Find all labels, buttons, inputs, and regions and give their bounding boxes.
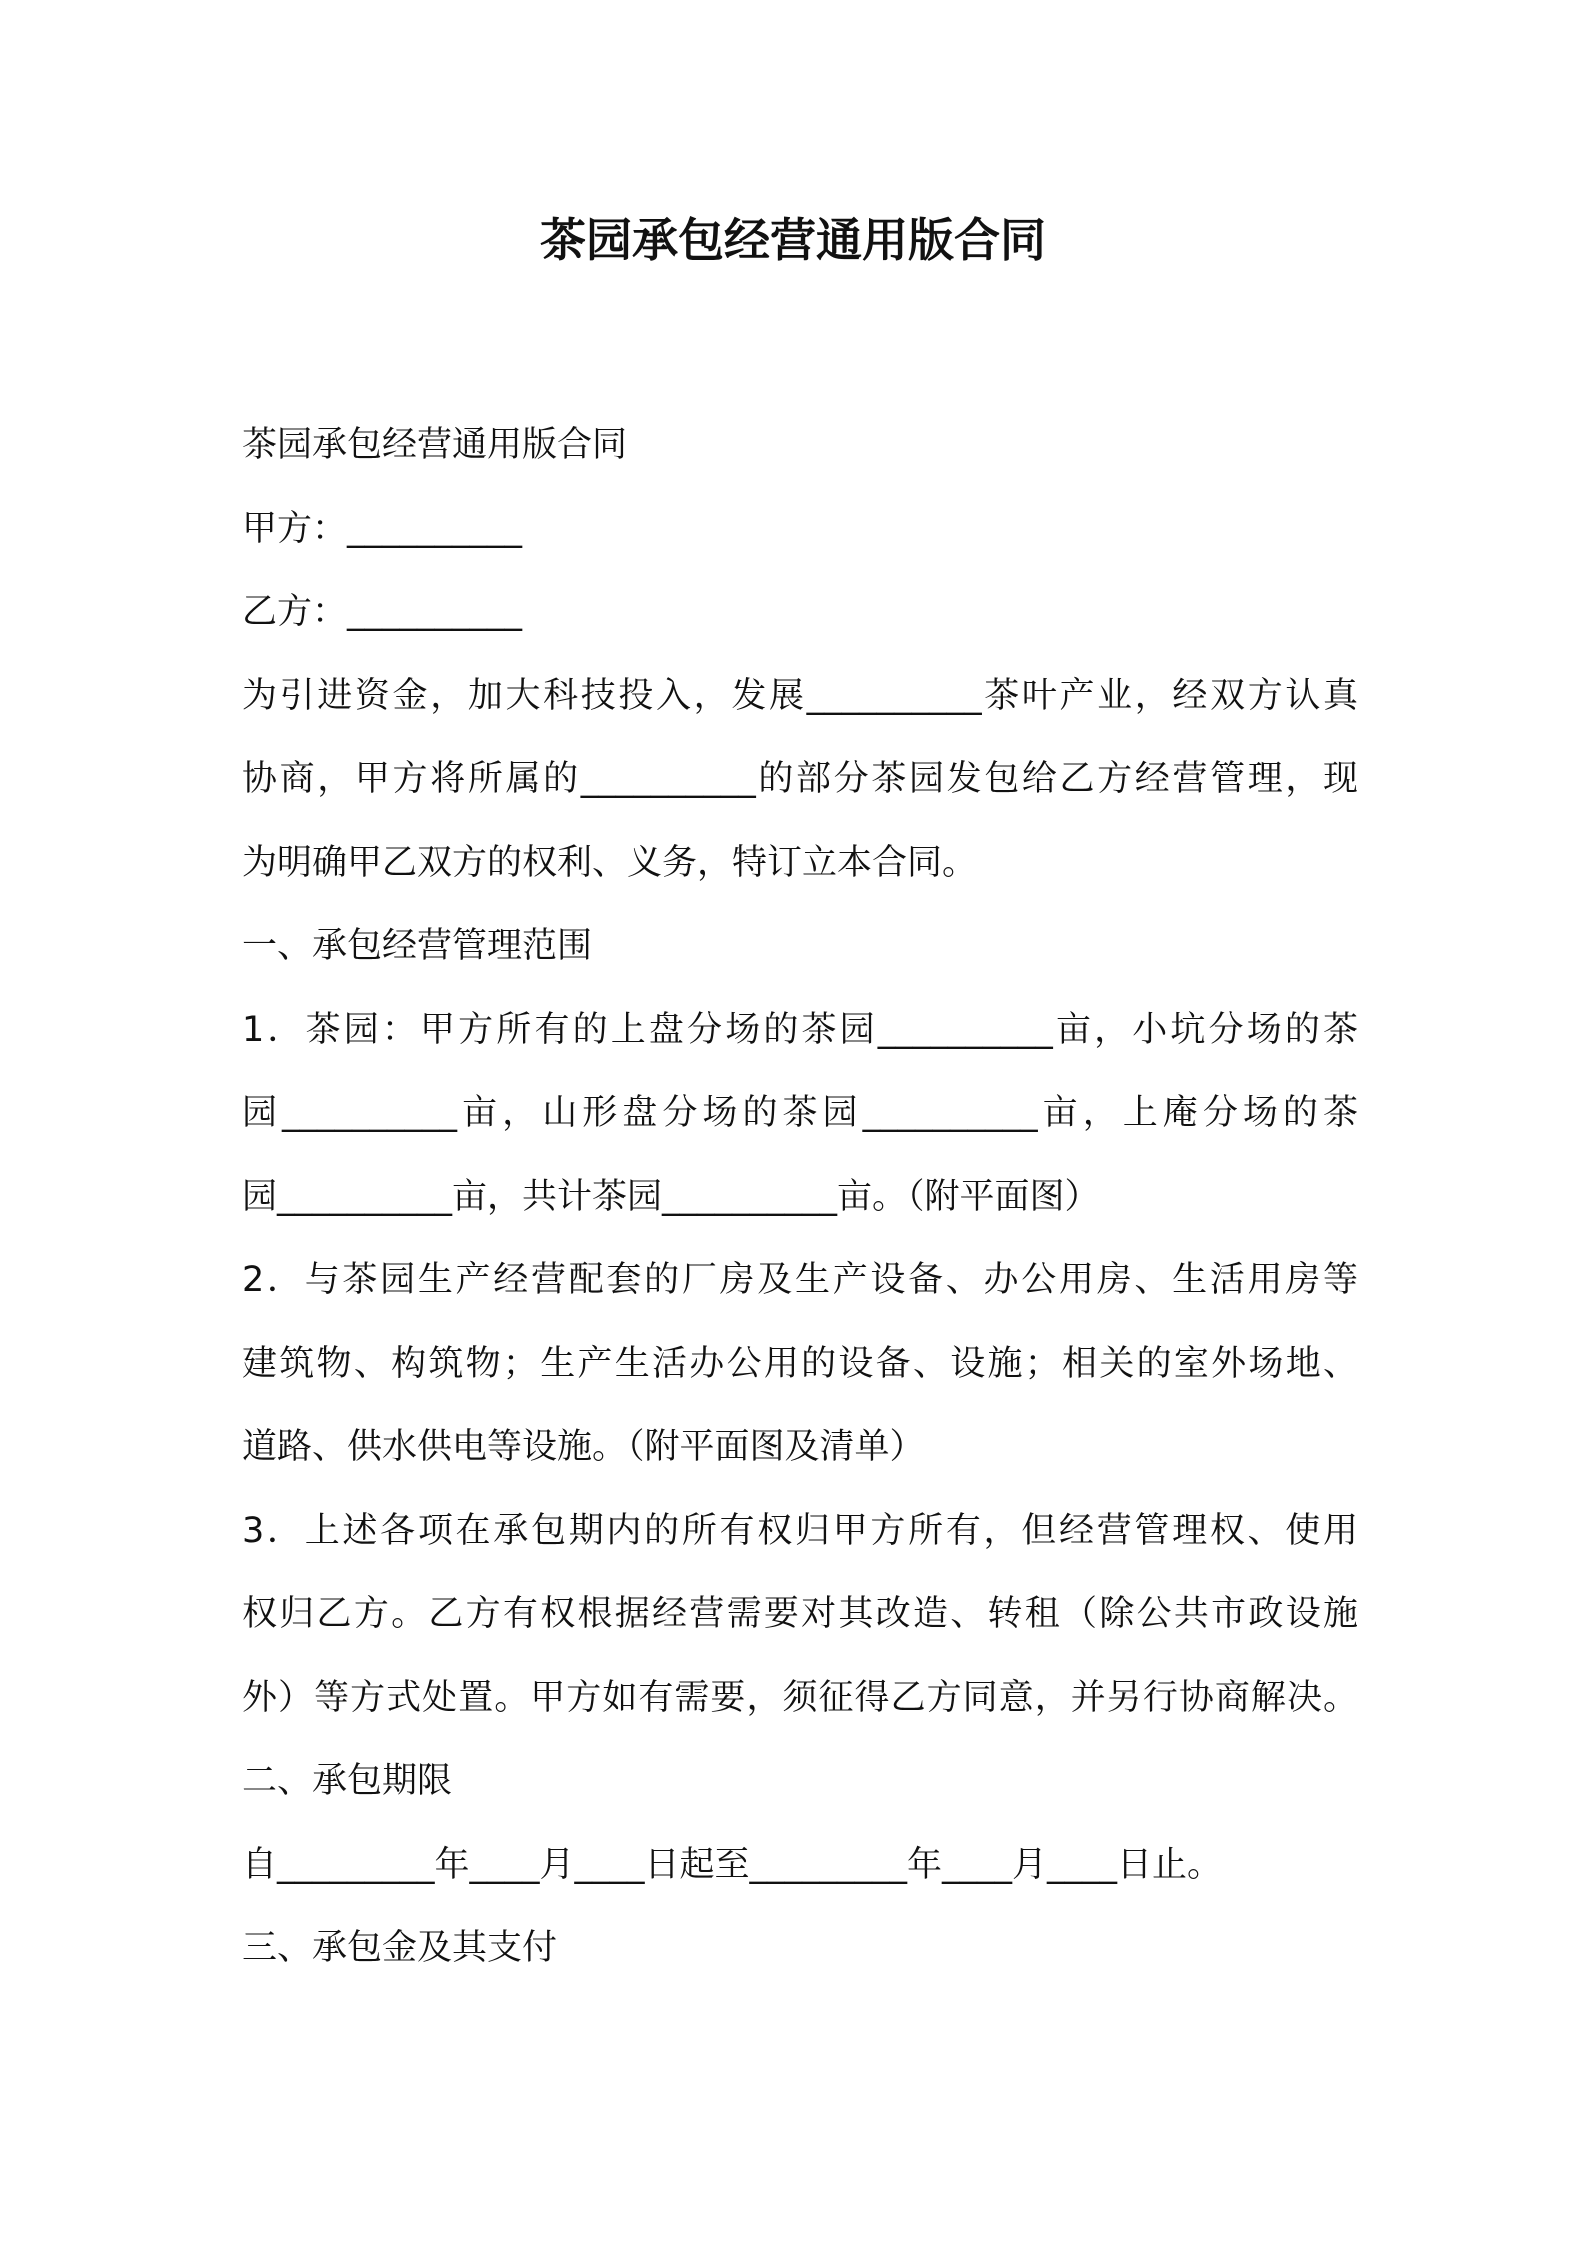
preamble-line-1: 为引进资金，加大科技投入，发展__________茶叶产业，经双方认真: [242, 675, 1358, 716]
clause-2-line-3: 道路、供水供电等设施。（附平面图及清单）: [242, 1427, 925, 1467]
clause-1-line-3: 园__________亩，共计茶园__________亩。（附平面图）: [242, 1176, 1100, 1217]
preamble-line-2: 协商，甲方将所属的__________的部分茶园发包给乙方经营管理，现: [242, 759, 1358, 799]
term-line: 自_________年____月____日起至_________年____月____日止。: [242, 1844, 1223, 1885]
clause-2-line-1: 2．与茶园生产经营配套的厂房及生产设备、办公用房、生活用房等: [242, 1260, 1358, 1300]
party-b-line: 乙方：__________: [242, 592, 523, 632]
clause-3-line-1: 3．上述各项在承包期内的所有权归甲方所有，但经营管理权、使用: [242, 1510, 1358, 1551]
subtitle-line: 茶园承包经营通用版合同: [242, 425, 628, 465]
document-title: 茶园承包经营通用版合同: [540, 213, 1046, 267]
party-a-line: 甲方：__________: [242, 508, 523, 549]
clause-3-line-2: 权归乙方。乙方有权根据经营需要对其改造、转租（除公共市政设施: [242, 1594, 1358, 1634]
clause-3-line-3: 外）等方式处置。甲方如有需要，须征得乙方同意，并另行协商解决。: [242, 1677, 1358, 1718]
section-2-heading: 二、承包期限: [242, 1761, 453, 1801]
preamble-line-3: 为明确甲乙双方的权利、义务，特订立本合同。: [242, 842, 978, 883]
section-3-heading: 三、承包金及其支付: [242, 1928, 558, 1968]
clause-2-line-2: 建筑物、构筑物；生产生活办公用的设备、设施；相关的室外场地、: [242, 1343, 1358, 1384]
contract-body: [242, 404, 1358, 1991]
section-1-heading: 一、承包经营管理范围: [242, 926, 593, 966]
clause-1-line-1: 1．茶园：甲方所有的上盘分场的茶园__________亩，小坑分场的茶: [242, 1009, 1358, 1050]
clause-1-line-2: 园__________亩，山形盘分场的茶园__________亩，上庵分场的茶: [242, 1093, 1358, 1133]
